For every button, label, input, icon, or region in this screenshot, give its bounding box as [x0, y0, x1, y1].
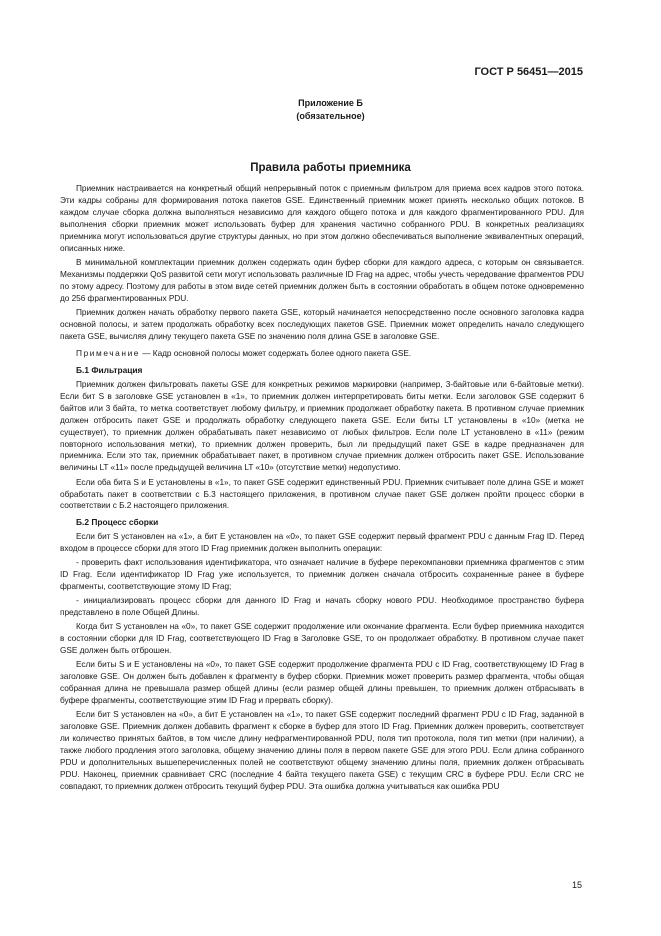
document-body	[60, 183, 584, 795]
appendix-status: (обязательное)	[296, 111, 365, 121]
subsection-heading-b2: Б.2 Процесс сборки	[76, 517, 159, 528]
page-number: 15	[571, 880, 582, 890]
list-item: - проверить факт использования идентификатора, что означает наличие в буфере перекомпановки приемника фрагментов с этим ID Frag. Если идентификатор ID Frag уже используется, то приемник должен сначала отбросить сохраненные ранее в буфере фрагменты, соответствующие этому ID Frag;	[60, 557, 584, 591]
paragraph: Если биты S и E установлены на «0», то пакет GSE содержит продолжение фрагмента PDU с ID Frag, соответствующему ID Frag в заголовке GSE. Он должен быть добавлен к фрагменту в буфер сборки. Приемник может проверить размер фрагмента, чтобы общая собранная длина не превышала размер общей длины (если размер общей длины превышен, то приемник должен отбрасывать в буфере фрагменты, соответствующие этим ID Frag и прервать сборку).	[60, 659, 584, 706]
paragraph: В минимальной комплектации приемник должен содержать один буфер сборки для каждого адреса, с которым он связывается. Механизмы поддержки QoS развитой сети могут использовать различные ID Frag на адрес, чтобы учесть чередование фрагментов PDU по этому адресу. Поэтому для работы в этом виде сетей приемник должен быть в состоянии обработать в общем потоке одновременно до 256 фрагментированных PDU.	[60, 256, 584, 303]
list-item: - инициализировать процесс сборки для данного ID Frag и начать сборку нового PDU. Необходимое пространство буфера представлено в поле Общей Длины.	[60, 595, 584, 618]
section-title: Правила работы приемника	[250, 162, 411, 174]
paragraph: Приемник настраивается на конкретный общий непрерывный поток с приемным фильтром для приема всех кадров этого потока. Эти кадры собраны для формирования потока пакетов GSE. Единственный приемник может принять несколько общих потоков. В каждом случае сборка должна выполняться независимо для каждого общего потока и для каждого фрагментированного PDU. Для выполнения сборки приемник может использовать буфер для хранения частично собранного PDU. В конкретных реализациях приемника могут использоваться другие структуры данных, но при этом должно обеспечиваться выполнение эквивалентных операций, описанных ниже.	[60, 183, 584, 253]
paragraph: Приемник должен начать обработку первого пакета GSE, который начинается непосредственно после основного заголовка кадра основной полосы, и затем продолжать обработку всех последующих пакетов GSE. Приемник может определить начало следующего пакета GSE, вычисляя длину текущего пакета GSE по значению поля длина GSE в заголовке GSE.	[60, 306, 584, 341]
document-id: ГОСТ Р 56451—2015	[474, 66, 583, 78]
paragraph: Приемник должен фильтровать пакеты GSE для конкретных режимов маркировки (например, 3-байтовые или 6-байтовые метки). Если бит S в заголовке GSE установлен в «1», то приемник должен интерпретировать биты метки. Если заголовок GSE содержит 6 байтов или 3 байта, то метка соответствует любому фильтру, и приемник продолжает обработку пакета. В противном случае приемник должен отбросить пакет GSE и продолжать обработку следующего пакета GSE. Если биты LT установлены в «10» (метка не существует), то приемник должен обрабатывать пакет независимо от любых фильтров. Если поле LT установлено в «11» (режим повторного использования метки), то приемник должен проверить, был ли предыдущий пакет GSE в кадре предназначен для приемника. Если это так, приемник обрабатывает пакет, в противном случае приемник должен отбросить пакет GSE. Использование величины LT «11» после предыдущей величина LT «10» (отсутствие метки) недопустимо.	[60, 378, 584, 473]
paragraph: Если оба бита S и E установлены в «1», то пакет GSE содержит единственный PDU. Приемник считывает поле длина GSE и может обработать пакет в соответствии с Б.3 настоящего приложения, в противном случае пакет GSE должен пройти процесс сборки в соответствии с Б.2 настоящего приложения.	[60, 476, 584, 511]
note-text: — Кадр основной полосы может содержать более одного пакета GSE.	[140, 347, 412, 358]
note	[60, 348, 584, 360]
note-label: Примечание	[76, 347, 141, 358]
appendix-heading	[0, 97, 661, 123]
appendix-title: Приложение Б	[298, 98, 363, 108]
paragraph: Если бит S установлен на «0», а бит E установлен на «1», то пакет GSE содержит последний фрагмент PDU с ID Frag, заданной в заголовке GSE. Приемник должен добавить фрагмент к сборке в буфер для этого ID Frag. Приемник должен проверить, соответствует ли количество принятых байтов, в том числе длину нефрагментированной PDU, поля тип протокола, поля тип метки (при наличии), а также любого продления этого заголовка, общему значению длины поля в первом пакете GSE для этого PDU. Если длина собранного PDU и дополнительных вышеперечисленных полей не соответствуют общему значению длины поля, приемник должен отбрасывать PDU. Наконец, приемник сравнивает CRC (последние 4 байта текущего пакета GSE) с текущим CRC в буфере PDU. Если CRC не совпадают, то приемник должен отбросить текущий буфер PDU. Эта ошибка должна учитываться как ошибка PDU	[60, 709, 584, 791]
paragraph: Если бит S установлен на «1», а бит E установлен на «0», то пакет GSE содержит первый фрагмент PDU с данным Frag ID. Перед входом в процессе сборки для этого ID Frag приемник должен выполнить операции:	[60, 530, 584, 553]
subsection-heading-b1: Б.1 Фильтрация	[76, 365, 143, 376]
paragraph: Когда бит S установлен на «0», то пакет GSE содержит продолжение или окончание фрагмента. Если буфер приемника находится в состоянии сборки для ID Frag, соответствующего ID Frag в Заголовке GSE, то он продолжает обработку. В противном случае пакет GSE должен быть отброшен.	[60, 621, 584, 656]
